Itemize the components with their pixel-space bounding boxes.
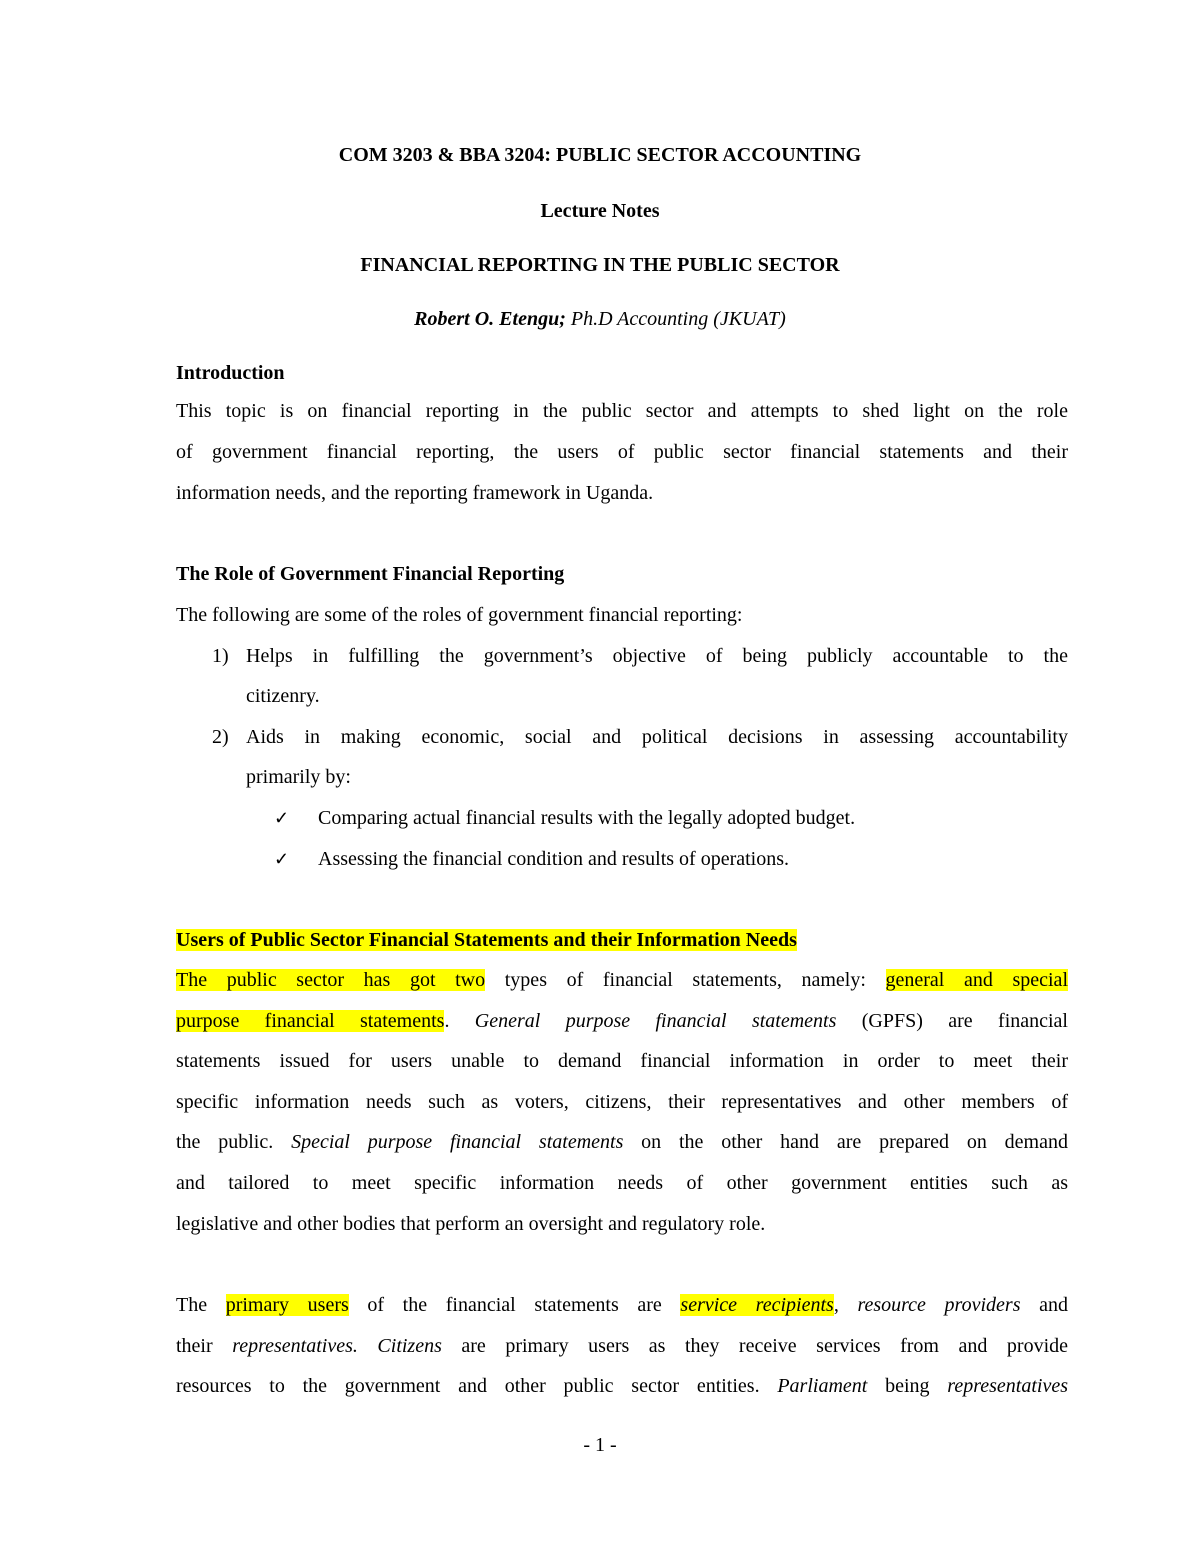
author-credentials: Ph.D Accounting (JKUAT) (565, 308, 786, 330)
users-paragraph-line: purpose financial statements. General purpose financial statements (GPFS) are financial (176, 1010, 1068, 1032)
users-paragraph-line: and tailored to meet specific information needs of other government entities such as (176, 1172, 1068, 1194)
check-icon: ✓ (274, 849, 290, 869)
list-item-text: Helps in fulfilling the government’s objective of being publicly accountable to the (246, 645, 1068, 667)
introduction-line: This topic is on financial reporting in the public sector and attempts to shed light on the role (176, 400, 1068, 422)
role-heading: The Role of Government Financial Reporting (176, 563, 565, 585)
sub-item-text: Comparing actual financial results with the legally adopted budget. (318, 807, 856, 829)
list-item-text: citizenry. (246, 685, 320, 707)
list-item-text: primarily by: (246, 766, 351, 788)
role-intro: The following are some of the roles of government financial reporting: (176, 604, 743, 626)
users-paragraph-line: their representatives. Citizens are primary users as they receive services from and provide (176, 1335, 1069, 1357)
users-paragraph-line: resources to the government and other public sector entities. Parliament being representatives (176, 1375, 1068, 1397)
introduction-line: of government financial reporting, the users of public sector financial statements and their (176, 441, 1068, 463)
users-paragraph-line: the public. Special purpose financial statements on the other hand are prepared on demand (176, 1131, 1068, 1153)
list-number: 2) (212, 726, 229, 748)
users-paragraph-line: legislative and other bodies that perform an oversight and regulatory role. (176, 1213, 766, 1235)
users-paragraph-line: The public sector has got two types of financial statements, namely: general and special (176, 969, 1068, 991)
author-name: Robert O. Etengu; (414, 308, 566, 330)
list-number: 1) (212, 645, 229, 667)
page-number: - 1 - (583, 1434, 617, 1456)
users-paragraph-line: The primary users of the financial statements are service recipients, resource providers and (176, 1294, 1068, 1316)
sub-item-text: Assessing the financial condition and results of operations. (318, 848, 790, 870)
introduction-heading: Introduction (176, 362, 285, 384)
topic-title: FINANCIAL REPORTING IN THE PUBLIC SECTOR (360, 254, 840, 276)
users-heading: Users of Public Sector Financial Statements and their Information Needs (176, 929, 797, 951)
author-line (0, 306, 1200, 332)
users-paragraph-line: specific information needs such as voters, citizens, their representatives and other members of (176, 1091, 1068, 1113)
check-icon: ✓ (274, 808, 290, 828)
users-paragraph-line: statements issued for users unable to demand financial information in order to meet their (176, 1050, 1068, 1072)
list-item-text: Aids in making economic, social and political decisions in assessing accountability (246, 726, 1068, 748)
course-title: COM 3203 & BBA 3204: PUBLIC SECTOR ACCOUNTING (338, 144, 862, 166)
document-subtitle: Lecture Notes (540, 200, 660, 222)
introduction-line: information needs, and the reporting framework in Uganda. (176, 482, 654, 504)
